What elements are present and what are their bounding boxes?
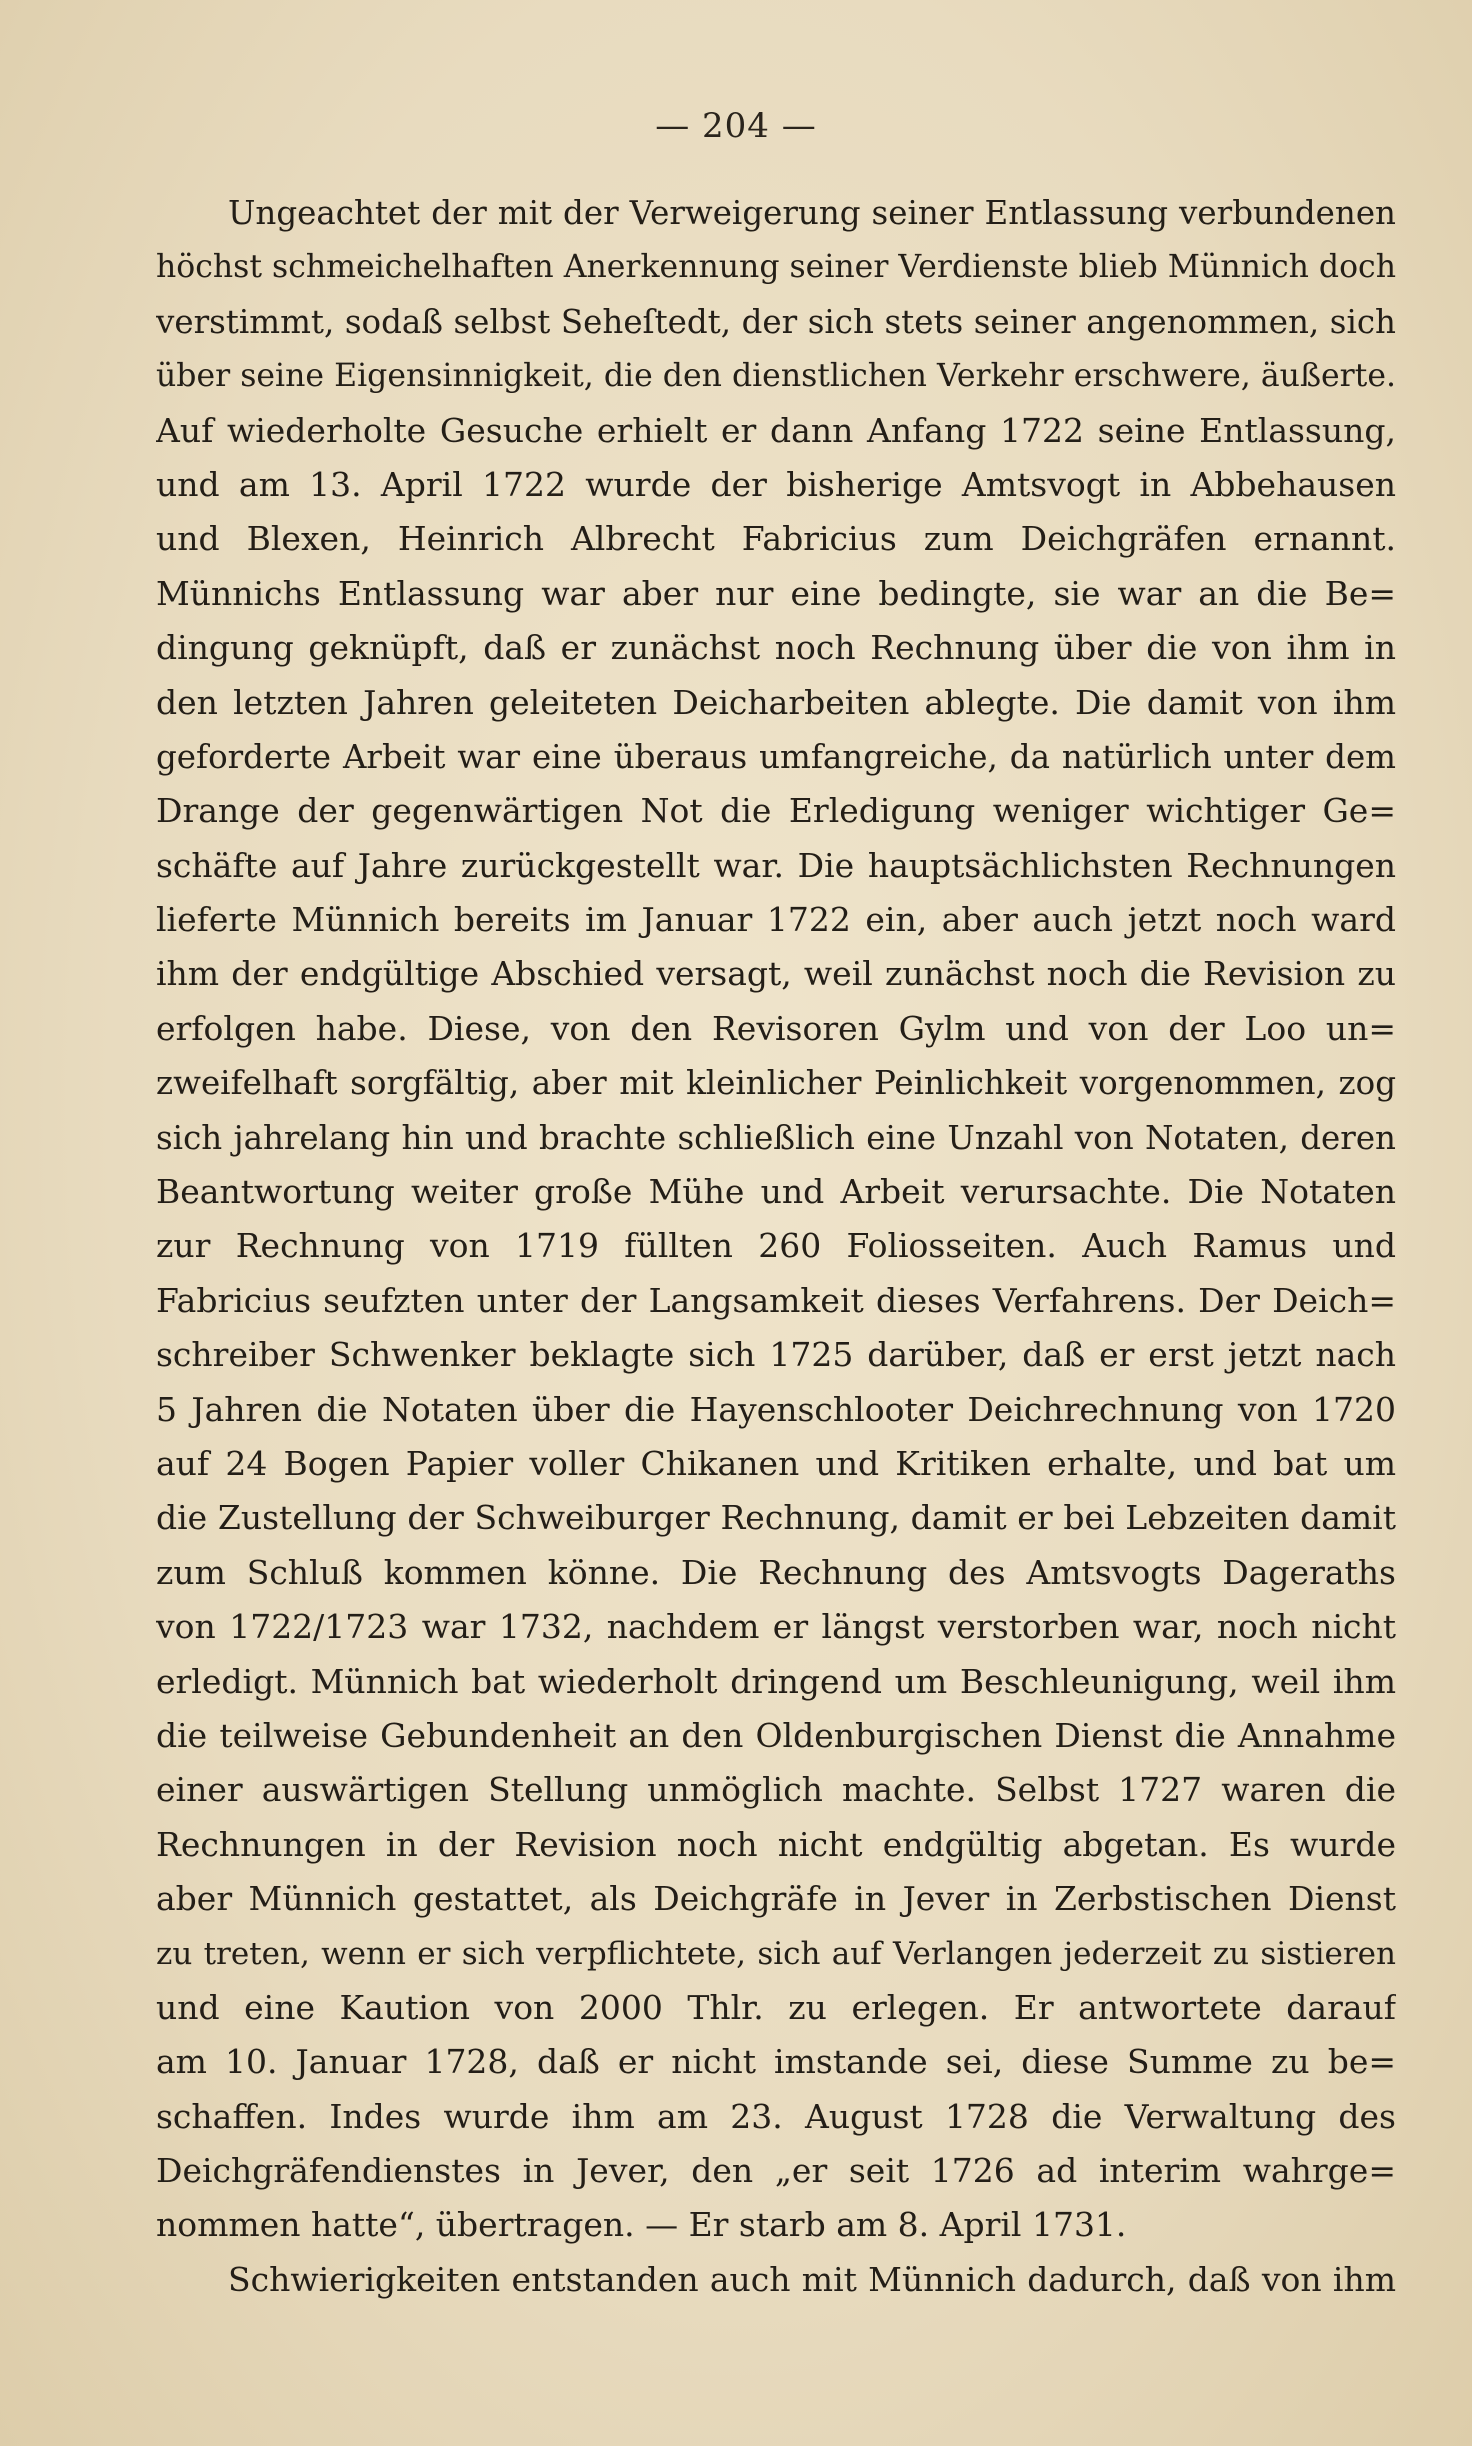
text-line: zweifelhaft sorgfältig, aber mit kleinlicher Peinlichkeit vorgenommen, zog: [156, 1064, 1396, 1103]
text-line: von 1722/1723 war 1732, nachdem er längst verstorben war, noch nicht: [156, 1607, 1396, 1647]
text-line: die teilweise Gebundenheit an den Oldenburgischen Dienst die Annahme: [156, 1715, 1396, 1755]
text-line: einer auswärtigen Stellung unmöglich machte. Selbst 1727 waren die: [156, 1770, 1396, 1810]
text-line: erfolgen habe. Diese, von den Revisoren Gylm und von der Loo un=: [156, 1008, 1396, 1048]
text-line: höchst schmeichelhaften Anerkennung seiner Verdienste blieb Münnich doch: [156, 249, 1396, 286]
text-line: Beantwortung weiter große Mühe und Arbeit verursachte. Die Notaten: [156, 1172, 1396, 1212]
text-line: schreiber Schwenker beklagte sich 1725 darüber, daß er erst jetzt nach: [156, 1335, 1396, 1375]
page-number: — 204 —: [655, 106, 817, 146]
text-line: Drange der gegenwärtigen Not die Erledigung weniger wichtiger Ge=: [156, 791, 1396, 831]
text-line: auf 24 Bogen Papier voller Chikanen und Kritiken erhalte, und bat um: [156, 1443, 1396, 1483]
text-line: zum Schluß kommen könne. Die Rechnung des Amtsvogts Dageraths: [156, 1552, 1396, 1592]
text-line: zur Rechnung von 1719 füllten 260 Foliosseiten. Auch Ramus und: [156, 1226, 1396, 1266]
body-text: [156, 186, 1396, 2307]
text-line: zu treten, wenn er sich verpflichtete, sich auf Verlangen jederzeit zu sistieren: [156, 1935, 1396, 1972]
text-line: lieferte Münnich bereits im Januar 1722 ein, aber auch jetzt noch ward: [156, 900, 1396, 940]
text-line: 5 Jahren die Notaten über die Hayenschlooter Deichrechnung von 1720: [156, 1389, 1396, 1429]
text-line: ihm der endgültige Abschied versagt, weil zunächst noch die Revision zu: [156, 954, 1396, 994]
text-line: Rechnungen in der Revision noch nicht endgültig abgetan. Es wurde: [156, 1824, 1396, 1864]
text-line: über seine Eigensinnigkeit, die den dienstlichen Verkehr erschwere, äußerte.: [156, 358, 1396, 395]
text-line: sich jahrelang hin und brachte schließlich eine Unzahl von Notaten, deren: [156, 1118, 1396, 1157]
text-line: schaffen. Indes wurde ihm am 23. August 1728 die Verwaltung des: [156, 2096, 1396, 2136]
text-line: erledigt. Münnich bat wiederholt dringend um Beschleunigung, weil ihm: [156, 1661, 1396, 1701]
text-line: dingung geknüpft, daß er zunächst noch Rechnung über die von ihm in: [156, 628, 1396, 668]
text-line: am 10. Januar 1728, daß er nicht imstande sei, diese Summe zu be=: [156, 2042, 1396, 2082]
text-line: und eine Kaution von 2000 Thlr. zu erlegen. Er antwortete darauf: [156, 1987, 1396, 2027]
text-line: und Blexen, Heinrich Albrecht Fabricius zum Deichgräfen ernannt.: [156, 519, 1396, 559]
text-line: aber Münnich gestattet, als Deichgräfe in Jever in Zerbstischen Dienst: [156, 1879, 1396, 1919]
text-line: geforderte Arbeit war eine überaus umfangreiche, da natürlich unter dem: [156, 737, 1396, 776]
text-line: Münnichs Entlassung war aber nur eine bedingte, sie war an die Be=: [156, 573, 1396, 613]
text-line: den letzten Jahren geleiteten Deicharbeiten ablegte. Die damit von ihm: [156, 682, 1396, 722]
text-line: nommen hatte“, übertragen. — Er starb am 8. April 1731.: [156, 2205, 1127, 2245]
text-line: Ungeachtet der mit der Verweigerung seiner Entlassung verbundenen: [228, 194, 1396, 232]
text-line: verstimmt, sodaß selbst Seheſtedt, der sich stets seiner angenommen, sich: [156, 302, 1396, 341]
text-line: und am 13. April 1722 wurde der bisherige Amtsvogt in Abbehausen: [156, 464, 1396, 504]
text-line: die Zustellung der Schweiburger Rechnung, damit er bei Lebzeiten damit: [156, 1498, 1396, 1538]
text-line: Schwierigkeiten entstanden auch mit Münnich dadurch, daß von ihm: [228, 2259, 1396, 2299]
text-line: Auf wiederholte Gesuche erhielt er dann Anfang 1722 seine Entlassung,: [156, 410, 1396, 450]
text-line: schäfte auf Jahre zurückgestellt war. Die hauptsächlichsten Rechnungen: [156, 845, 1396, 885]
text-line: Fabricius seufzten unter der Langsamkeit dieses Verfahrens. Der Deich=: [156, 1280, 1396, 1320]
text-line: Deichgräfendienstes in Jever, den „er seit 1726 ad interim wahrge=: [156, 2151, 1396, 2191]
